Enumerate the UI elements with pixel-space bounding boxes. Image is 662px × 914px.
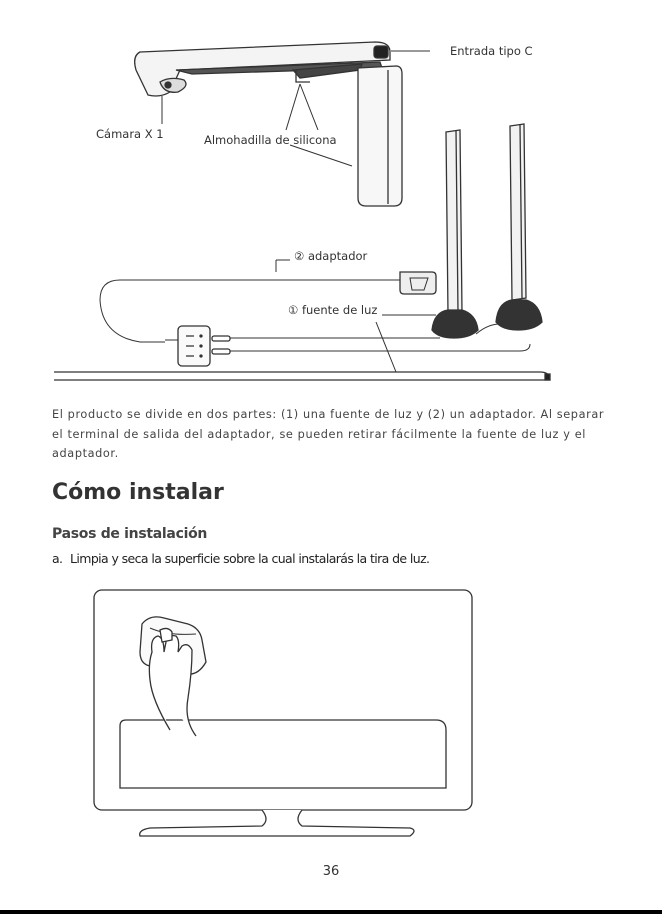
light-bar-right [510, 124, 526, 300]
light-bar-left-base [432, 310, 478, 338]
monitor-screen [120, 720, 446, 788]
step-item [52, 551, 429, 566]
step-marker: a. [52, 551, 63, 566]
page-number: 36 [322, 864, 340, 879]
light-bar-right-base [496, 300, 542, 330]
light-bar-left [446, 130, 462, 314]
adapter-box [400, 272, 436, 294]
label-camera: Cámara X 1 [96, 127, 164, 141]
label-adapter: ② adaptador [294, 249, 368, 263]
product-diagram [0, 0, 662, 400]
cleaning-illustration [0, 580, 662, 850]
label-silicone-pad: Almohadilla de silicona [204, 133, 337, 147]
monitor-back [358, 66, 402, 206]
desk-surface [54, 372, 550, 380]
section-heading: Cómo instalar [52, 480, 224, 505]
step-text: Limpia y seca la superficie sobre la cual instalarás la tira de luz. [70, 551, 430, 566]
monitor-stand [140, 810, 414, 836]
sub-heading: Pasos de instalación [52, 526, 208, 542]
usb-c-port [374, 46, 388, 58]
label-light-source: ① fuente de luz [288, 303, 378, 317]
label-usb-c: Entrada tipo C [450, 44, 533, 58]
bottom-rule [0, 910, 662, 914]
intro-paragraph: El producto se divide en dos partes: (1) una fuente de luz y (2) un adaptador. Al separar el terminal de salida del adaptador, se pueden retirar fácilmente la fuente de luz y el adaptador. [52, 408, 605, 460]
